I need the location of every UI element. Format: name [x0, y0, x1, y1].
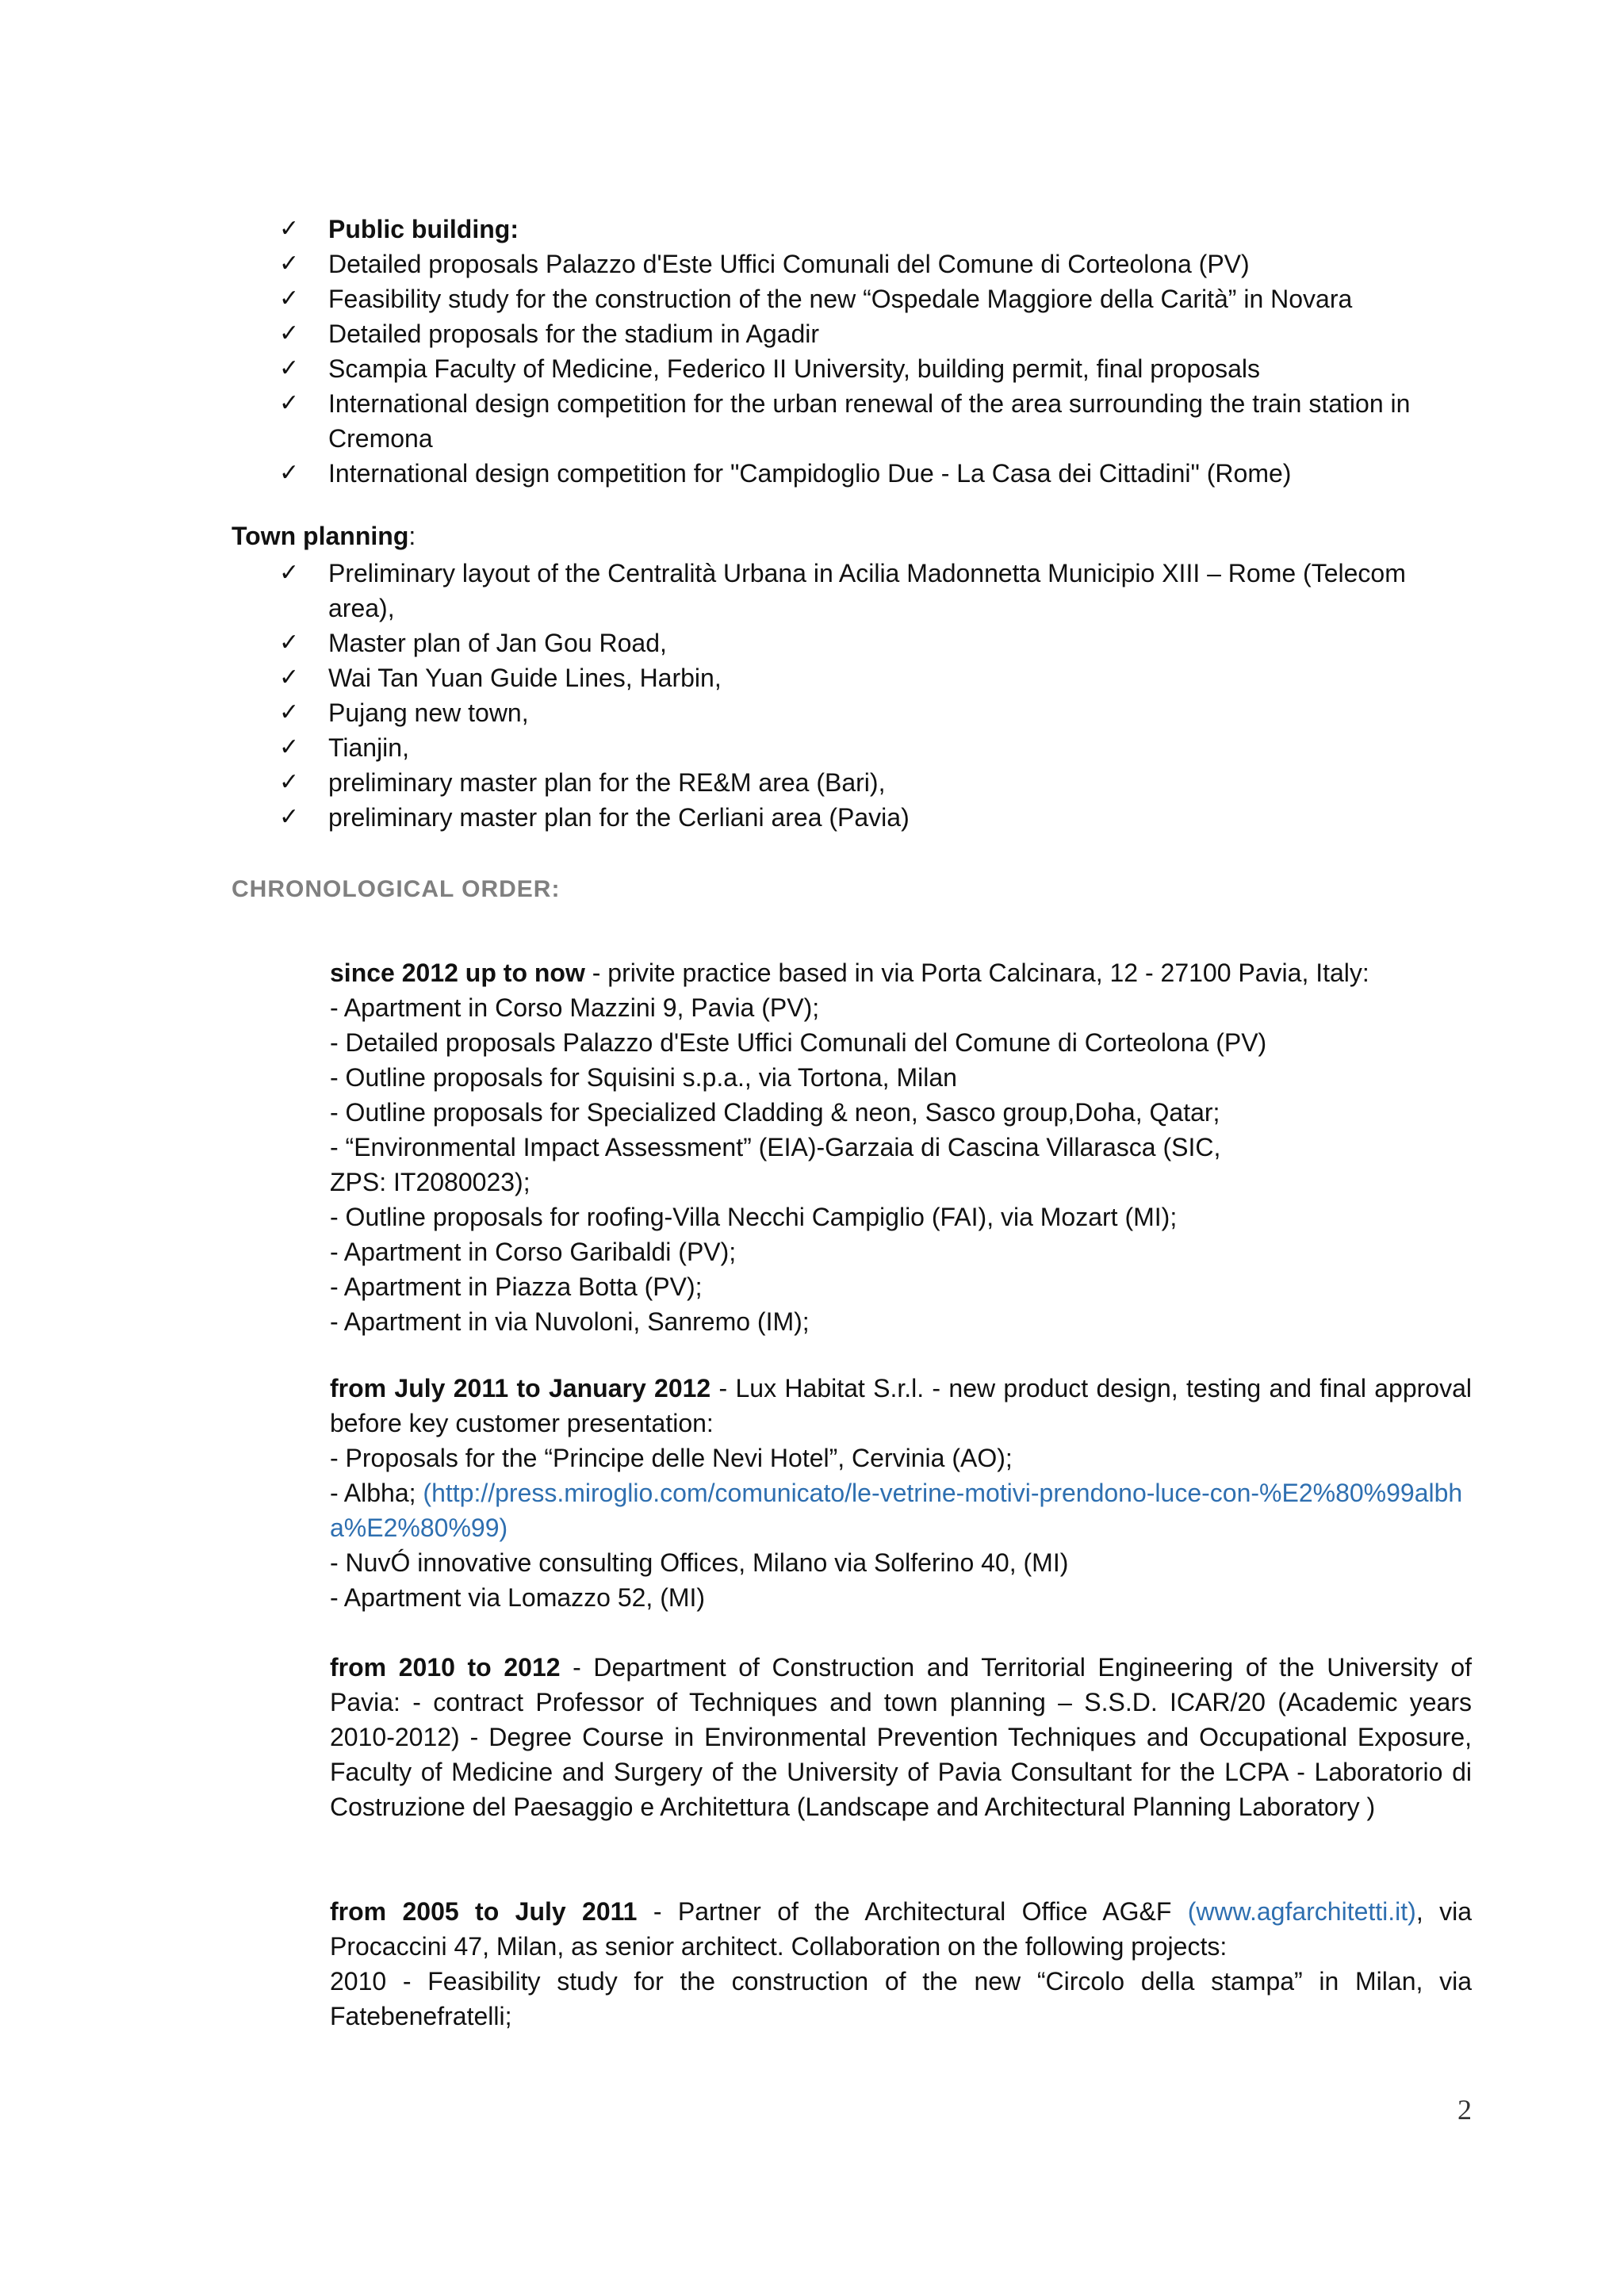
list-item: - Detailed proposals Palazzo d'Este Uffici Comunali del Comune di Corteolona (PV) — [330, 1028, 1267, 1057]
block-paragraph: from 2005 to July 2011 - Partner of the Architectural Office AG&F (www.agfarchitetti.it), via Procaccini 47, Milan, as senior architect. Collaboration on the following projects: — [330, 1897, 1473, 1961]
list-item: ZPS: IT2080023); — [330, 1168, 530, 1196]
list-item: - Apartment via Lomazzo 52, (MI) — [330, 1583, 706, 1612]
checkmark-icon: ✓ — [279, 768, 300, 796]
chronological-order-heading: CHRONOLOGICAL ORDER: — [232, 876, 561, 902]
list-item: ✓ International design competition for "Campidoglio Due - La Casa dei Cittadini" (Rome) — [279, 456, 1475, 491]
list-item — [279, 212, 1475, 247]
list-item: - Outline proposals for roofing-Villa Necchi Campiglio (FAI), via Mozart (MI); — [330, 1203, 1178, 1231]
list-item: - Proposals for the “Principe delle Nevi Hotel”, Cervinia (AO); — [330, 1444, 1013, 1472]
public-building-heading: Public building: — [328, 215, 519, 243]
list-item: - Outline proposals for Specialized Cladding & neon, Sasco group,Doha, Qatar; — [330, 1098, 1220, 1127]
list-item: ✓ Feasibility study for the construction of the new “Ospedale Maggiore della Carità” in Novara — [279, 281, 1475, 316]
town-planning-list — [279, 556, 1475, 835]
list-item: ✓ preliminary master plan for the RE&M area (Bari), — [279, 765, 1475, 800]
albha-link[interactable]: (http://press.miroglio.com/comunicato/le-vetrine-motivi-prendono-luce-con-%E2%80%99albha%E2%80%99) — [330, 1479, 1463, 1542]
block-intro: from July 2011 to January 2012 - Lux Habitat S.r.l. - new product design, testing and final approval before key customer presentation: — [330, 1374, 1473, 1437]
checkmark-icon: ✓ — [279, 354, 300, 382]
checkmark-icon: ✓ — [279, 320, 300, 347]
list-item: - Albha; (http://press.miroglio.com/comunicato/le-vetrine-motivi-prendono-luce-con-%E2%80%99albha%E2%80%99) — [330, 1479, 1463, 1542]
list-item: ✓ preliminary master plan for the Cerliani area (Pavia) — [279, 800, 1475, 835]
period-label: from July 2011 to January 2012 — [330, 1374, 711, 1402]
checkmark-icon: ✓ — [279, 285, 300, 312]
list-item: ✓ Pujang new town, — [279, 695, 1475, 730]
list-item: ✓ Master plan of Jan Gou Road, — [279, 626, 1475, 660]
period-label: from 2010 to 2012 — [330, 1653, 561, 1682]
list-item: ✓ Detailed proposals Palazzo d'Este Uffici Comunali del Comune di Corteolona (PV) — [279, 247, 1475, 281]
experience-block-2005 — [330, 1894, 1472, 2034]
block-paragraph: from 2010 to 2012 - Department of Construction and Territorial Engineering of the University of Pavia: - contract Professor of Techniques and town planning – S.S.D. ICAR/20 (Academic years 2010-2012) - Degree Course in Environmental Prevention Techniques and Occupational Exposure, Faculty of Medicine and Surgery of the University of Pavia Consultant for the LCPA - Laboratorio di Costruzione del Paesaggio e Architettura (Landscape and Architectural Planning Laboratory ) — [330, 1653, 1473, 1821]
checkmark-icon: ✓ — [279, 733, 300, 761]
town-planning-heading: Town planning: — [232, 522, 416, 550]
checkmark-icon: ✓ — [279, 459, 300, 487]
checkmark-icon: ✓ — [279, 698, 300, 726]
list-item: - “Environmental Impact Assessment” (EIA)-Garzaia di Cascina Villarasca (SIC, — [330, 1133, 1221, 1161]
list-item: - Apartment in Corso Mazzini 9, Pavia (PV); — [330, 993, 820, 1022]
block-intro: since 2012 up to now - privite practice based in via Porta Calcinara, 12 - 27100 Pavia, Italy: — [330, 959, 1369, 987]
list-item: - NuvÓ innovative consulting Offices, Milano via Solferino 40, (MI) — [330, 1548, 1069, 1577]
agfarchitetti-link[interactable]: (www.agfarchitetti.it) — [1187, 1897, 1416, 1926]
checkmark-icon: ✓ — [279, 215, 300, 243]
list-item: ✓ Preliminary layout of the Centralità Urbana in Acilia Madonnetta Municipio XIII – Rome (Telecom area), — [279, 556, 1475, 626]
public-building-list — [279, 212, 1475, 491]
checkmark-icon: ✓ — [279, 664, 300, 691]
list-item: - Apartment in via Nuvoloni, Sanremo (IM); — [330, 1307, 810, 1336]
list-item: - Outline proposals for Squisini s.p.a., via Tortona, Milan — [330, 1063, 957, 1092]
list-item: ✓ International design competition for the urban renewal of the area surrounding the train station in Cremona — [279, 386, 1475, 456]
checkmark-icon: ✓ — [279, 250, 300, 277]
list-item: ✓ Tianjin, — [279, 730, 1475, 765]
checkmark-icon: ✓ — [279, 803, 300, 831]
list-item: ✓ Scampia Faculty of Medicine, Federico II University, building permit, final proposals — [279, 351, 1475, 386]
experience-block-2011 — [330, 1371, 1472, 1615]
list-item: 2010 - Feasibility study for the construction of the new “Circolo della stampa” in Milan, via Fatebenefratelli; — [330, 1967, 1472, 2030]
experience-block-2010 — [330, 1650, 1472, 1824]
period-label: since 2012 up to now — [330, 959, 585, 987]
page-number: 2 — [1457, 2094, 1472, 2126]
list-item: - Apartment in Corso Garibaldi (PV); — [330, 1238, 737, 1266]
checkmark-icon: ✓ — [279, 559, 300, 587]
experience-block-2012 — [330, 955, 1472, 1339]
period-label: from 2005 to July 2011 — [330, 1897, 638, 1926]
checkmark-icon: ✓ — [279, 629, 300, 656]
checkmark-icon: ✓ — [279, 389, 300, 417]
list-item: ✓ Wai Tan Yuan Guide Lines, Harbin, — [279, 660, 1475, 695]
list-item: ✓ Detailed proposals for the stadium in Agadir — [279, 316, 1475, 351]
list-item: - Apartment in Piazza Botta (PV); — [330, 1272, 703, 1301]
